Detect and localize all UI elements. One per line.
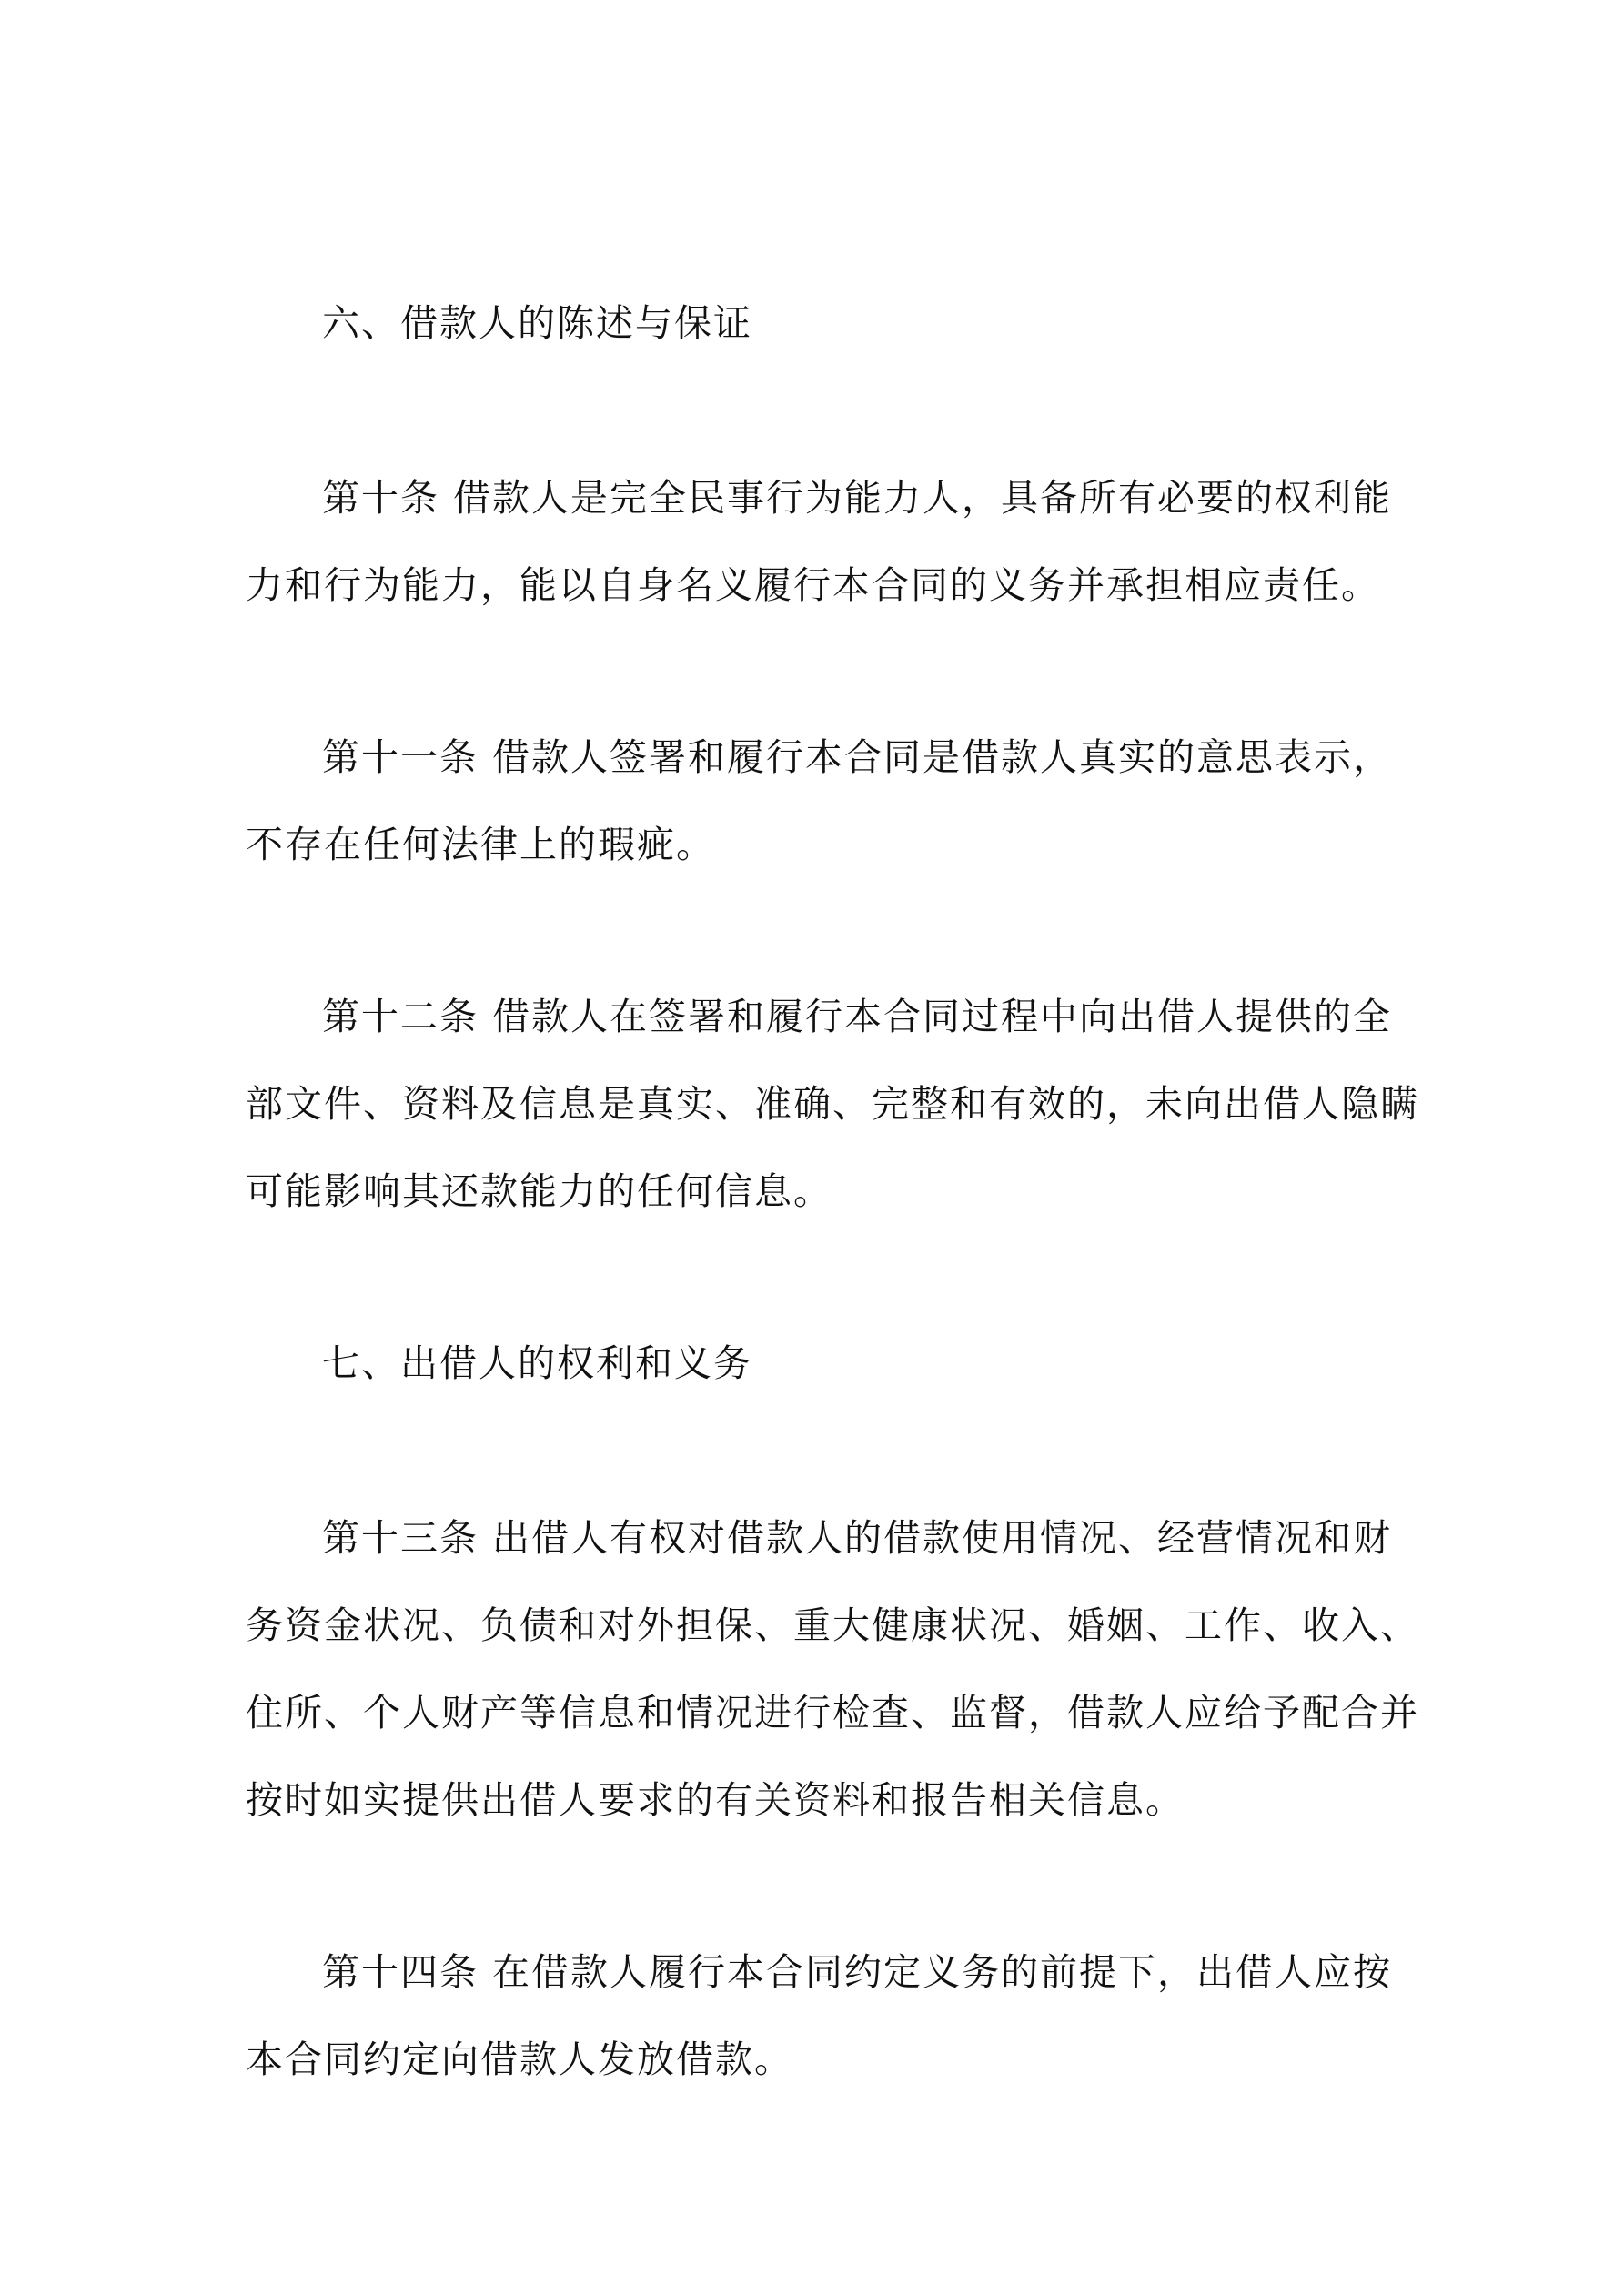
article-13-line-2: 务资金状况、负债和对外担保、重大健康状况、婚姻、工作、收入、	[246, 1603, 1419, 1647]
article-11-line-2: 不存在任何法律上的瑕疵。	[246, 823, 715, 866]
article-13-line-3: 住所、个人财产等信息和情况进行检查、监督，借款人应给予配合并	[246, 1691, 1419, 1735]
section-heading-lender-rights: 七、出借人的权利和义务	[322, 1341, 752, 1385]
article-13-line-1: 第十三条 出借人有权对借款人的借款使用情况、经营情况和财	[322, 1516, 1393, 1560]
article-14-line-2: 本合同约定向借款人发放借款。	[246, 2038, 793, 2081]
article-12-line-2: 部文件、资料及信息是真实、准确、完整和有效的，未向出借人隐瞒	[246, 1082, 1419, 1126]
section-heading-borrower-representations: 六、借款人的陈述与保证	[322, 301, 752, 345]
article-10-line-2: 力和行为能力，能以自身名义履行本合同的义务并承担相应责任。	[246, 563, 1380, 607]
article-10-line-1: 第十条 借款人是完全民事行为能力人，具备所有必要的权利能	[322, 476, 1393, 520]
article-12-line-3: 可能影响其还款能力的任何信息。	[246, 1169, 832, 1213]
article-13-line-4: 按时如实提供出借人要求的有关资料和报告相关信息。	[246, 1778, 1185, 1822]
article-14-line-1: 第十四条 在借款人履行本合同约定义务的前提下，出借人应按	[322, 1950, 1393, 1994]
article-11-line-1: 第十一条 借款人签署和履行本合同是借款人真实的意思表示，	[322, 735, 1393, 779]
article-12-line-1: 第十二条 借款人在签署和履行本合同过程中向出借人提供的全	[322, 995, 1393, 1038]
